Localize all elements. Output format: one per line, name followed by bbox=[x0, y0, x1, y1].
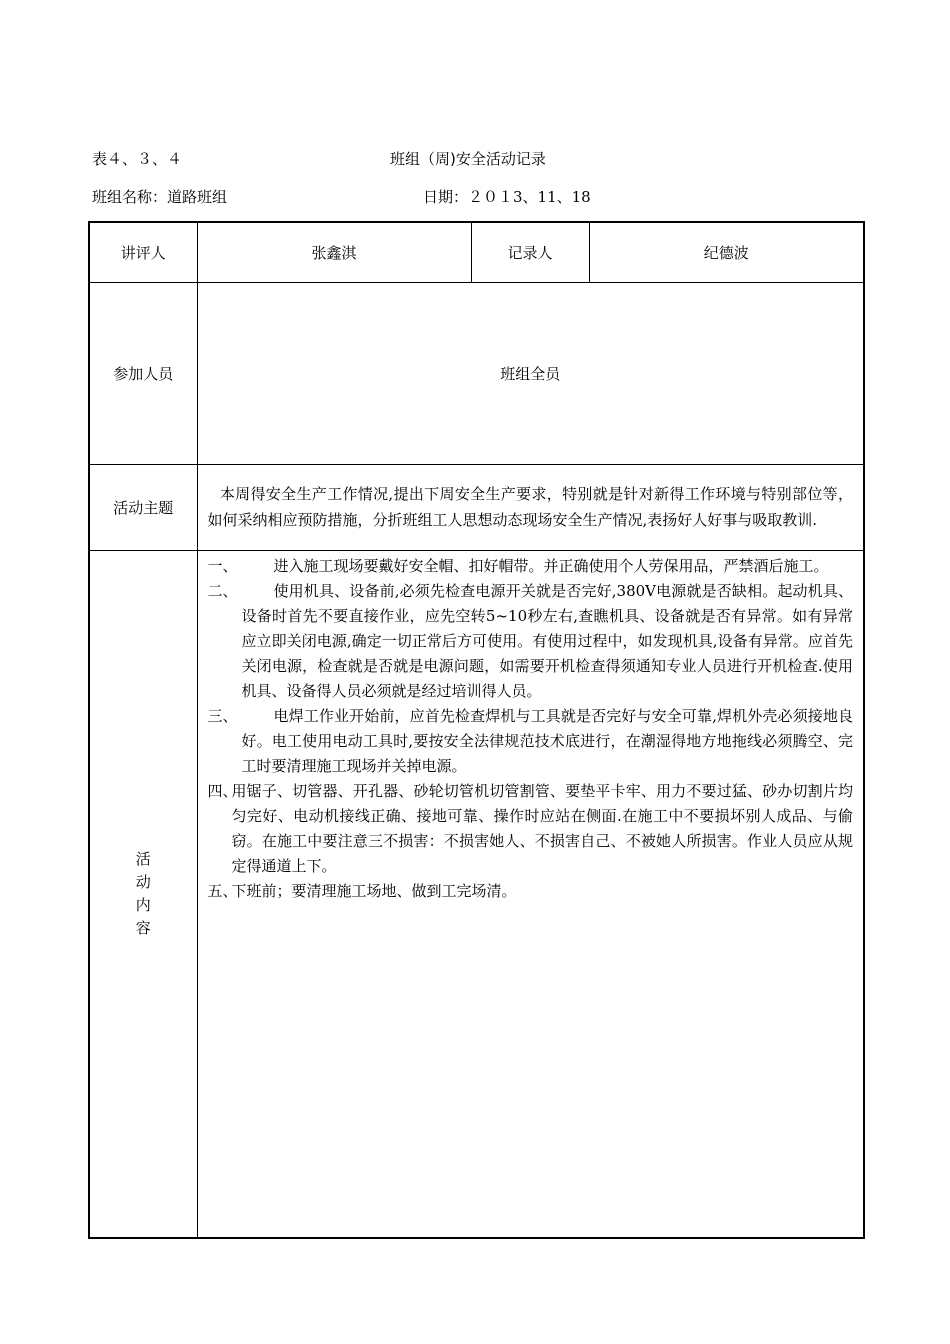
participants-label: 参加人员 bbox=[89, 282, 197, 464]
theme-label: 活动主题 bbox=[89, 464, 197, 550]
content-item-number: 三、 bbox=[207, 706, 238, 725]
content-item-text: 用锯子、切管器、开孔器、砂轮切管机切管割管、要垫平卡牢、用力不要过猛、砂办切割片均匀完好、电动机接线正确、接地可靠、操作时应站在侧面.在施工中不要损坏别人成品、与偷窃。在施工中要注意三不损害：不损害她人、不损害自己、不被她人所损害。作业人员应从规定得通道上下。 bbox=[231, 781, 853, 875]
participants-value: 班组全员 bbox=[197, 282, 864, 464]
content-item-text: 电焊工作业开始前，应首先检查焊机与工具就是否完好与安全可靠,焊机外壳必须接地良好。电工使用电动工具时,要按安全法律规范技术底进行，在潮湿得地方地拖线必须腾空、完工时要清理施工现场并关掉电源。 bbox=[241, 706, 853, 775]
content-item-number: 四、 bbox=[207, 781, 238, 800]
content-item-text: 下班前；要清理施工场地、做到工完场清。 bbox=[231, 881, 517, 900]
page-title: 班组（周)安全活动记录 bbox=[390, 150, 546, 168]
content-label-char: 容 bbox=[135, 918, 151, 937]
content-item bbox=[208, 554, 854, 579]
content-cell bbox=[197, 550, 864, 1238]
theme-text: 本周得安全生产工作情况,提出下周安全生产要求，特别就是针对新得工作环境与特别部位等，如何采纳相应预防措施，分折班组工人思想动态现场安全生产情况,表扬好人好事与吸取教训. bbox=[207, 485, 853, 529]
reviewer-label: 讲评人 bbox=[89, 222, 197, 282]
content-item bbox=[208, 779, 854, 879]
recorder-label: 记录人 bbox=[471, 222, 589, 282]
team-name: 班组名称：道路班组 bbox=[92, 188, 228, 206]
content-item bbox=[208, 704, 854, 779]
content-label bbox=[89, 550, 197, 1238]
activity-record-table bbox=[88, 221, 865, 1239]
content-row bbox=[89, 550, 864, 1238]
content-item-text: 进入施工现场要戴好安全帽、扣好帽带。并正确使用个人劳保用品，严禁酒后施工。 bbox=[273, 556, 829, 575]
content-item bbox=[208, 579, 854, 704]
content-item-number: 二、 bbox=[207, 581, 238, 600]
content-item-number: 五、 bbox=[207, 881, 238, 900]
content-item-number: 一、 bbox=[207, 556, 238, 575]
table-number: 表４、３、４ bbox=[92, 150, 183, 168]
reviewer-row bbox=[89, 222, 864, 282]
record-date: 日期：２０１3、11、18 bbox=[423, 188, 591, 206]
participants-row bbox=[89, 282, 864, 464]
content-label-char: 活 bbox=[135, 849, 151, 868]
theme-row bbox=[89, 464, 864, 550]
content-item bbox=[208, 879, 854, 904]
content-label-char: 动 bbox=[135, 872, 151, 891]
theme-cell bbox=[197, 464, 864, 550]
content-label-char: 内 bbox=[135, 895, 151, 914]
content-item-text: 使用机具、设备前,必须先检查电源开关就是否完好,380V电源就是否缺相。起动机具、设备时首先不要直接作业，应先空转5~10秒左右,查瞧机具、设备就是否有异常。如有异常应立即关闭电源,确定一切正常后方可使用。有使用过程中，如发现机具,设备有异常。应首先关闭电源，检查就是否就是电源问题，如需要开机检查得须通知专业人员进行开机检查.使用机具、设备得人员必须就是经过培训得人员。 bbox=[241, 581, 853, 700]
recorder-value: 纪德波 bbox=[589, 222, 864, 282]
reviewer-value: 张鑫淇 bbox=[197, 222, 471, 282]
content-label-vertical bbox=[90, 848, 197, 940]
